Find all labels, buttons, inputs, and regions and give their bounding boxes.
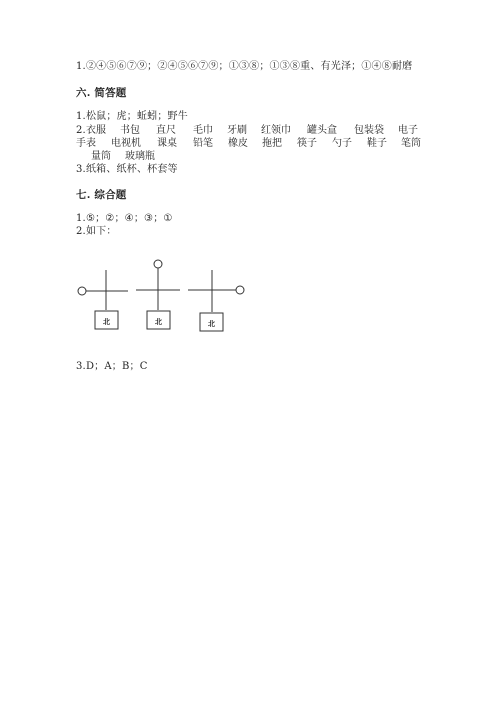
section-7-title: 七. 综合题 — [76, 189, 127, 201]
answer-word: 牙刷 — [227, 125, 247, 136]
answer-word: 量筒 — [91, 151, 111, 162]
answer-word: 橡皮 — [228, 138, 248, 149]
answer-line-1: 1.②④⑤⑥⑦⑨；②④⑤⑥⑦⑨；①③⑧；①③⑧重、有光泽；①④⑧耐磨 — [76, 61, 413, 72]
answer-word: 铅笔 — [193, 138, 213, 149]
shadow-direction-diagram — [72, 255, 252, 335]
answer-word: 衣服 — [86, 125, 106, 136]
section-7-q3: 3.D；A；B；C — [76, 361, 148, 372]
answer-word: 笔筒 — [401, 138, 421, 149]
answer-word: 勺子 — [332, 138, 352, 149]
answer-word: 罐头盒 — [307, 125, 337, 136]
section-7-q1: 1.⑤；②；④；③；① — [76, 213, 173, 224]
answer-word: 鞋子 — [367, 138, 387, 149]
answer-word: 手表 — [76, 138, 96, 149]
section-6-q2-prefix: 2. — [76, 125, 86, 136]
answer-word: 电子 — [398, 125, 418, 136]
diagram-figure-3 — [188, 270, 244, 331]
answer-word: 毛巾 — [193, 125, 213, 136]
answer-word: 玻璃瓶 — [125, 151, 155, 162]
section-7-q2: 2.如下： — [76, 226, 117, 237]
diagram-label-north-3: 北 — [208, 320, 215, 328]
answer-word: 红领巾 — [261, 125, 291, 136]
section-6-q1: 1.松鼠；虎；蚯蚓；野牛 — [76, 111, 188, 122]
answer-word: 直尺 — [156, 125, 176, 136]
answer-word: 电视机 — [111, 138, 141, 149]
diagram-label-north-1: 北 — [103, 318, 110, 326]
answer-word: 书包 — [120, 125, 140, 136]
answer-word: 拖把 — [262, 138, 282, 149]
answer-word: 课桌 — [157, 138, 177, 149]
section-6-title: 六. 简答题 — [76, 87, 127, 99]
section-6-q3: 3.纸箱、纸杯、杯套等 — [76, 164, 178, 175]
answer-word: 筷子 — [297, 138, 317, 149]
diagram-label-north-2: 北 — [155, 318, 162, 326]
answer-word: 包装袋 — [354, 125, 384, 136]
